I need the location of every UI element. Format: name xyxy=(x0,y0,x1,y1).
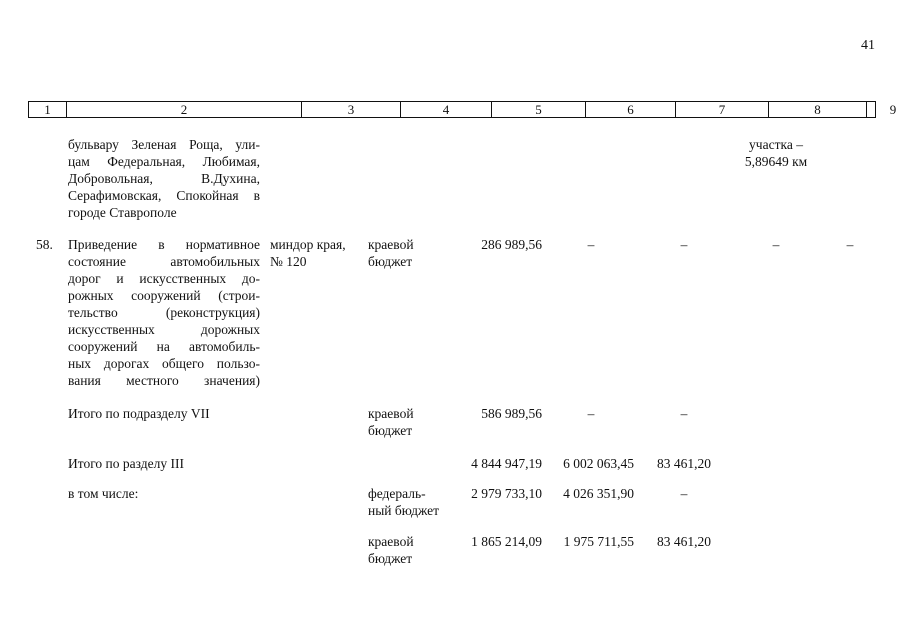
source-line: федераль- xyxy=(368,486,426,501)
continued-col8 xyxy=(732,136,820,170)
source-line: краевой xyxy=(368,237,414,252)
row58-source xyxy=(368,236,454,270)
including-label: в том числе: xyxy=(68,486,139,501)
source-line: краевой xyxy=(368,406,414,421)
executor-line: миндор края, xyxy=(270,237,346,252)
desc-line: искусственных дорожных xyxy=(68,322,260,337)
header-col-4: 4 xyxy=(400,102,491,117)
continued-description xyxy=(68,136,260,221)
regional-source xyxy=(368,533,454,567)
subtotal-vii-col5: 586 989,56 xyxy=(481,406,542,421)
subtotal-vii-col6: – xyxy=(587,406,595,421)
desc-line: вания местного значения) xyxy=(68,373,260,388)
total-iii-col7: 83 461,20 xyxy=(657,456,711,471)
header-col-1: 1 xyxy=(44,102,51,117)
federal-col7: – xyxy=(680,486,688,501)
desc-line: ных дорогах общего пользо- xyxy=(68,356,260,371)
subtotal-vii-label: Итого по подразделу VII xyxy=(68,406,210,421)
desc-line: дорог и искусственных до- xyxy=(68,271,260,286)
desc-line: сооружений на автомобиль- xyxy=(68,339,260,354)
source-line: бюджет xyxy=(368,551,413,566)
header-col-6: 6 xyxy=(585,102,675,117)
header-col-9: 9 xyxy=(866,102,905,117)
federal-col5: 2 979 733,10 xyxy=(471,486,542,501)
desc-line: цам Федеральная, Любимая, xyxy=(68,154,260,169)
table-header-row xyxy=(28,101,897,118)
row58-col8: – xyxy=(772,237,780,252)
executor-line: № 120 xyxy=(270,254,307,269)
header-col-2: 2 xyxy=(66,102,301,117)
source-line: ный бюджет xyxy=(368,503,440,518)
source-line: бюджет xyxy=(368,254,413,269)
source-line: бюджет xyxy=(368,423,413,438)
subtotal-vii-col7: – xyxy=(680,406,688,421)
federal-col6: 4 026 351,90 xyxy=(563,486,634,501)
header-col-3: 3 xyxy=(301,102,400,117)
regional-col5: 1 865 214,09 xyxy=(471,534,542,549)
row58-description xyxy=(68,236,260,389)
desc-line: бульвару Зеленая Роща, ули- xyxy=(68,137,260,152)
page-number: 41 xyxy=(861,38,875,53)
subtotal-vii-source xyxy=(368,405,454,439)
total-iii-label: Итого по разделу III xyxy=(68,456,184,471)
desc-line: состояние автомобильных xyxy=(68,254,260,269)
row58-col7: – xyxy=(680,237,688,252)
total-iii-col5: 4 844 947,19 xyxy=(471,456,542,471)
total-iii-col6: 6 002 063,45 xyxy=(563,456,634,471)
row58-col5: 286 989,56 xyxy=(481,237,542,252)
col8-line: участка – xyxy=(749,137,803,152)
desc-line: тельство (реконструкция) xyxy=(68,305,260,320)
row58-executor xyxy=(270,236,362,270)
row-number: 58. xyxy=(36,237,53,252)
regional-col7: 83 461,20 xyxy=(657,534,711,549)
row58-col9: – xyxy=(846,237,854,252)
header-col-7: 7 xyxy=(675,102,768,117)
desc-line: городе Ставрополе xyxy=(68,205,177,220)
federal-source xyxy=(368,485,454,519)
header-col-5: 5 xyxy=(491,102,585,117)
regional-col6: 1 975 711,55 xyxy=(563,534,634,549)
desc-line: Добровольная, В.Духина, xyxy=(68,171,260,186)
desc-line: Приведение в нормативное xyxy=(68,237,260,252)
desc-line: рожных сооружений (строи- xyxy=(68,288,260,303)
row58-col6: – xyxy=(587,237,595,252)
col8-line: 5,89649 км xyxy=(744,154,808,169)
source-line: краевой xyxy=(368,534,414,549)
header-col-8: 8 xyxy=(768,102,866,117)
desc-line: Серафимовская, Спокойная в xyxy=(68,188,260,203)
